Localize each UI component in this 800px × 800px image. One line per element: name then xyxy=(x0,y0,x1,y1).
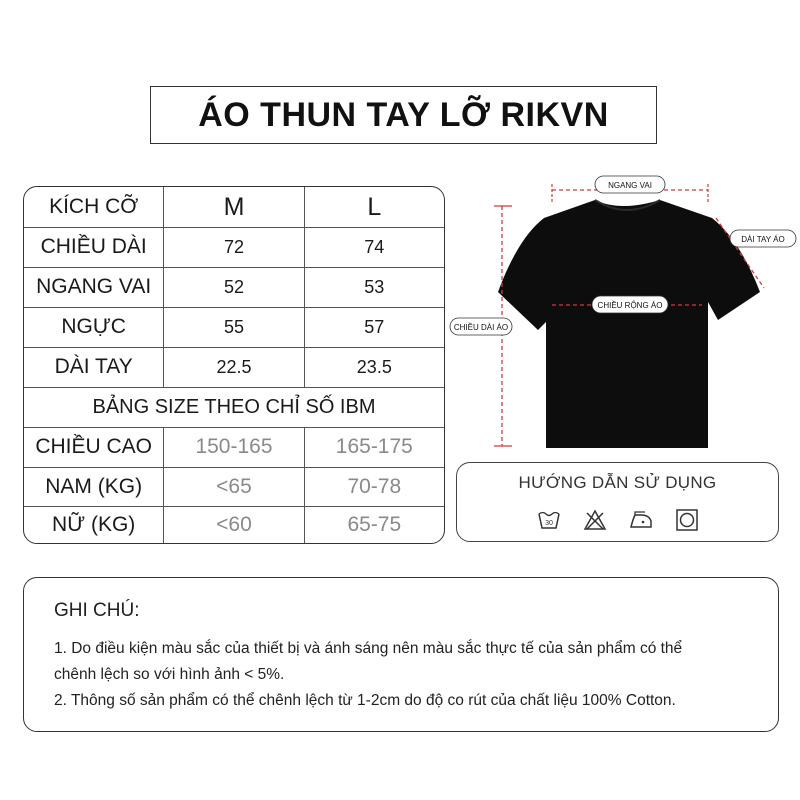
table-row xyxy=(24,467,444,507)
row-label: NỮ (KG) xyxy=(24,506,164,544)
row-value-l: 165-175 xyxy=(335,435,413,458)
row-label: CHIỀU CAO xyxy=(24,427,164,467)
tshirt-diagram xyxy=(440,170,800,460)
tshirt-svg xyxy=(440,170,800,460)
row-value-l: 53 xyxy=(364,276,385,297)
shoulder-measure xyxy=(552,176,708,204)
table-row xyxy=(24,506,444,544)
table-row xyxy=(24,307,444,348)
row-value-m: 52 xyxy=(164,267,304,307)
table-row xyxy=(24,427,444,468)
row-value-m: 55 xyxy=(164,307,304,347)
header-label: KÍCH CỠ xyxy=(24,187,164,227)
label-chieu-dai: CHIỀU DÀI ÁO xyxy=(453,323,509,332)
row-value-m: 150-165 xyxy=(164,427,304,467)
row-value-l: 57 xyxy=(364,316,385,337)
row-value-m: <60 xyxy=(164,506,304,544)
row-label: NGANG VAI xyxy=(24,267,164,307)
table-row xyxy=(24,227,444,268)
care-instructions xyxy=(456,462,779,542)
row-label: NGỰC xyxy=(24,307,164,347)
row-value-m: <65 xyxy=(164,467,304,506)
ibm-table-title: BẢNG SIZE THEO CHỈ SỐ IBM xyxy=(92,395,376,418)
length-measure xyxy=(450,206,512,446)
notes-title: GHI CHÚ: xyxy=(54,600,140,621)
row-value-m: 72 xyxy=(164,227,304,267)
row-value-l: 74 xyxy=(364,236,385,257)
wash-temp-label: 30 xyxy=(544,520,553,527)
tshirt-shape xyxy=(498,200,760,448)
care-title: HƯỚNG DẪN SỬ DỤNG xyxy=(518,473,717,492)
notes-box xyxy=(23,577,779,732)
row-value-l: 70-78 xyxy=(347,474,402,498)
row-label: NAM (KG) xyxy=(24,467,164,506)
tumble-dry-icon xyxy=(675,509,699,531)
table-row-header xyxy=(24,187,444,228)
row-label: DÀI TAY xyxy=(24,347,164,387)
label-ngang-vai: NGANG VAI xyxy=(608,181,652,190)
note-line-1: 1. Do điều kiện màu sắc của thiết bị và ánh sáng nên màu sắc thực tế của sản phẩm có thể xyxy=(54,640,683,657)
size-table xyxy=(23,186,445,544)
care-icons xyxy=(457,509,778,531)
header-size-m: M xyxy=(164,187,304,227)
no-bleach-icon xyxy=(583,509,607,531)
iron-low-icon xyxy=(629,509,653,531)
note-line-1b: chênh lệch so với hình ảnh < 5%. xyxy=(54,666,285,683)
header-size-l: L xyxy=(367,192,382,221)
table-row xyxy=(24,347,444,388)
row-label: CHIỀU DÀI xyxy=(24,227,164,267)
row-value-m: 22.5 xyxy=(164,347,304,387)
table-row-ibm-title xyxy=(24,387,444,428)
title-box xyxy=(150,86,657,144)
page-title: ÁO THUN TAY LỠ RIKVN xyxy=(198,95,609,134)
row-value-l: 65-75 xyxy=(347,513,402,536)
wash-30-icon xyxy=(537,509,561,531)
note-line-2: 2. Thông số sản phẩm có thể chênh lệch từ 1-2cm do độ co rút của chất liệu 100% Cotton. xyxy=(54,692,676,709)
row-value-l: 23.5 xyxy=(356,356,392,377)
label-chieu-rong: CHIỀU RỘNG ÁO xyxy=(597,301,663,310)
label-dai-tay: DÀI TAY ÁO xyxy=(741,235,785,244)
table-row xyxy=(24,267,444,308)
